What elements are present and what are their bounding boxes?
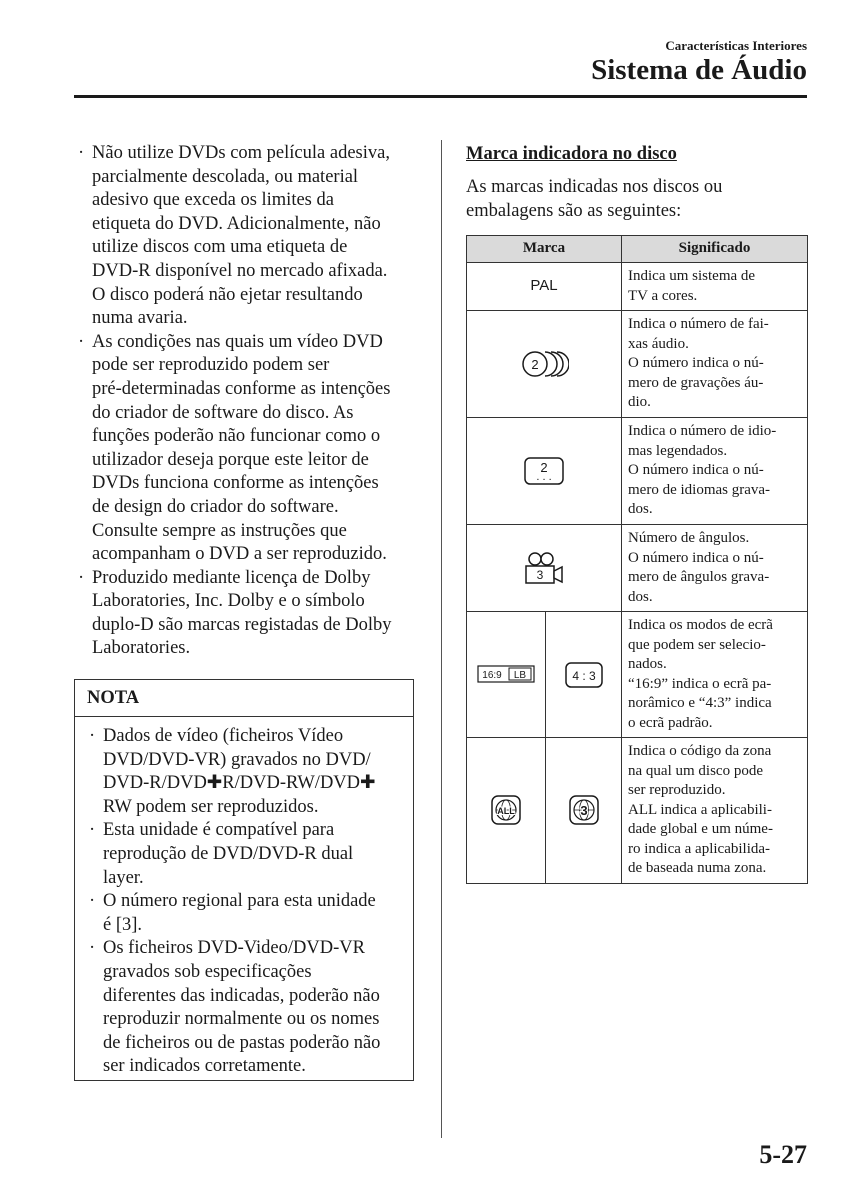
- page-title: Sistema de Áudio: [591, 54, 807, 86]
- list-item: [76, 142, 416, 331]
- column-header-meaning: Significado: [622, 236, 808, 263]
- text-line: “16:9” indica o ecrã pa-: [628, 675, 772, 692]
- region-all-icon: [491, 795, 521, 825]
- table-row: [467, 612, 808, 738]
- text-line: Os ficheiros DVD-Video/DVD-VR: [103, 938, 365, 959]
- meaning-cell: [622, 418, 808, 525]
- letterbox-label: LB: [513, 670, 527, 682]
- list-item: [76, 567, 416, 661]
- angle-number: 3: [536, 568, 544, 582]
- text-line: Consulte sempre as instruções que: [92, 520, 347, 541]
- header-section-label: Características Interiores: [665, 38, 807, 53]
- text-line: Não utilize DVDs com película adesiva,: [92, 143, 390, 163]
- meaning-cell: [622, 311, 808, 418]
- subtitles-icon: [524, 457, 564, 485]
- table-row: [467, 525, 808, 612]
- text-line: TV a cores.: [628, 287, 698, 304]
- text-line: Laboratories, Inc. Dolby e o símbolo: [92, 591, 365, 612]
- audio-tracks-icon: [519, 349, 569, 379]
- text-line: Indica o código da zona: [628, 743, 772, 759]
- section-intro: [466, 176, 808, 223]
- text-line: que podem ser selecio-: [628, 636, 766, 653]
- text-line: embalagens são as seguintes:: [466, 200, 682, 221]
- bullet-dot: ·: [89, 891, 96, 912]
- bullet-dot: ·: [78, 331, 85, 352]
- pal-mark: PAL: [530, 277, 558, 295]
- text-line: pode ser reproduzido podem ser: [92, 355, 330, 376]
- bullet-dot: ·: [78, 143, 85, 163]
- text-line: As marcas indicadas nos discos ou: [466, 177, 723, 197]
- note-box: [74, 679, 414, 1081]
- table-row: [467, 418, 808, 525]
- text-line: O número indica o nú-: [628, 355, 764, 371]
- text-line: ALL indica a aplicabili-: [628, 801, 772, 818]
- standard-screen-label: 4 : 3: [571, 668, 596, 683]
- region-number-icon: [569, 795, 599, 825]
- text-line: Número de ângulos.: [628, 530, 750, 546]
- text-line: funções poderão não funcionar como o: [92, 426, 381, 447]
- text-line: parcialmente descolada, ou material: [92, 166, 359, 187]
- text-line: O número regional para esta unidade: [103, 891, 376, 912]
- text-line: utilizador deseja porque este leitor de: [92, 449, 369, 470]
- page-number: 5-27: [759, 1140, 807, 1169]
- bullet-dot: ·: [89, 726, 96, 746]
- text-line: Esta unidade é compatível para: [103, 820, 335, 841]
- subtitle-dots: . . .: [536, 471, 552, 483]
- text-line: Indica o número de idio-: [628, 423, 777, 439]
- text-line: nados.: [628, 656, 667, 672]
- bullet-dot: ·: [89, 938, 96, 959]
- mark-cell: [546, 612, 622, 738]
- text-line: ser reproduzido.: [628, 782, 726, 798]
- text-line: mero de ângulos grava-: [628, 569, 770, 585]
- standard-screen-icon: [565, 662, 603, 688]
- text-line: pré-determinadas conforme as intenções: [92, 378, 391, 399]
- table-row: [467, 311, 808, 418]
- mark-cell: [467, 311, 622, 418]
- mark-cell: [467, 612, 546, 738]
- text-line: do criador de software do disco. As: [92, 402, 354, 423]
- text-line: adesivo que exceda os limites da: [92, 190, 334, 211]
- text-line: Produzido mediante licença de Dolby: [92, 567, 371, 588]
- text-line: mero de gravações áu-: [628, 374, 764, 391]
- text-line: O número indica o nú-: [628, 462, 764, 478]
- bullet-dot: ·: [78, 567, 85, 588]
- text-line: diferentes das indicadas, poderão não: [103, 985, 380, 1006]
- text-line: DVD-R/DVD✚R/DVD-RW/DVD✚: [103, 773, 376, 794]
- text-line: norâmico e “4:3” indica: [628, 695, 772, 711]
- note-list: [75, 717, 413, 1079]
- text-line: xas áudio.: [628, 335, 689, 352]
- left-column: [76, 142, 416, 661]
- text-line: duplo-D são marcas registadas de Dolby: [92, 614, 392, 635]
- text-line: gravados sob especificações: [103, 961, 312, 982]
- table-header-row: [467, 236, 808, 263]
- text-line: de baseada numa zona.: [628, 860, 767, 876]
- text-line: Indica o número de fai-: [628, 316, 769, 332]
- text-line: Indica um sistema de: [628, 268, 756, 284]
- right-column: [466, 142, 808, 223]
- text-line: reproduzir normalmente ou os nomes: [103, 1009, 380, 1030]
- column-divider: [441, 140, 442, 1138]
- subtitle-number: 2: [540, 460, 548, 475]
- text-line: DVDs funciona conforme as intenções: [92, 473, 379, 494]
- text-line: dade global e um núme-: [628, 821, 773, 837]
- text-line: As condições nas quais um vídeo DVD: [92, 331, 383, 352]
- text-line: O número indica o nú-: [628, 549, 764, 566]
- column-header-mark: Marca: [467, 236, 622, 263]
- mark-cell: [467, 738, 546, 884]
- meaning-cell: [622, 263, 808, 311]
- region-all-label: ALL: [497, 806, 515, 817]
- list-item: [87, 725, 413, 819]
- mark-cell: [467, 525, 622, 612]
- text-line: Indica os modos de ecrã: [628, 617, 773, 633]
- text-line: ro indica a aplicabilida-: [628, 840, 771, 857]
- text-line: é [3].: [103, 914, 143, 935]
- mark-cell: [546, 738, 622, 884]
- text-line: Dados de vídeo (ficheiros Vídeo: [103, 726, 344, 746]
- widescreen-label: 16:9: [482, 670, 502, 682]
- text-line: de design do criador do software.: [92, 496, 339, 517]
- section-heading: Marca indicadora no disco: [466, 144, 677, 164]
- text-line: ser indicados corretamente.: [103, 1056, 306, 1077]
- bullet-dot: ·: [89, 820, 96, 841]
- text-line: mas legendados.: [628, 442, 728, 459]
- widescreen-letterbox-icon: [477, 665, 535, 683]
- precautions-list: [76, 142, 416, 661]
- list-item: [87, 937, 413, 1079]
- text-line: de ficheiros ou de pastas poderão não: [103, 1032, 381, 1053]
- disc-marks-table: [466, 235, 808, 884]
- list-item: [76, 331, 416, 567]
- text-line: layer.: [103, 867, 144, 888]
- text-line: reprodução de DVD/DVD-R dual: [103, 843, 354, 864]
- region-number-label: 3: [579, 803, 588, 819]
- text-line: DVD-R disponível no mercado afixada.: [92, 260, 388, 281]
- text-line: na qual um disco pode: [628, 762, 763, 779]
- text-line: etiqueta do DVD. Adicionalmente, não: [92, 213, 381, 234]
- camera-angles-icon: [522, 551, 566, 585]
- table-row: [467, 263, 808, 311]
- list-item: [87, 819, 413, 890]
- list-item: [87, 890, 413, 937]
- mark-cell: [467, 418, 622, 525]
- meaning-cell: [622, 525, 808, 612]
- meaning-cell: [622, 612, 808, 738]
- note-title: NOTA: [75, 680, 413, 717]
- text-line: utilize discos com uma etiqueta de: [92, 237, 348, 258]
- text-line: acompanham o DVD a ser reproduzido.: [92, 544, 387, 565]
- table-row: [467, 738, 808, 884]
- mark-cell: [467, 263, 622, 311]
- text-line: numa avaria.: [92, 308, 188, 329]
- text-line: dio.: [628, 394, 651, 410]
- text-line: O disco poderá não ejetar resultando: [92, 284, 363, 305]
- text-line: dos.: [628, 501, 653, 517]
- header-rule: [74, 95, 807, 98]
- audio-track-number: 2: [531, 357, 539, 372]
- text-line: RW podem ser reproduzidos.: [103, 796, 319, 817]
- text-line: DVD/DVD-VR) gravados no DVD/: [103, 749, 371, 770]
- text-line: o ecrã padrão.: [628, 714, 713, 731]
- text-line: dos.: [628, 588, 653, 605]
- text-line: mero de idiomas grava-: [628, 481, 771, 498]
- meaning-cell: [622, 738, 808, 884]
- text-line: Laboratories.: [92, 638, 191, 659]
